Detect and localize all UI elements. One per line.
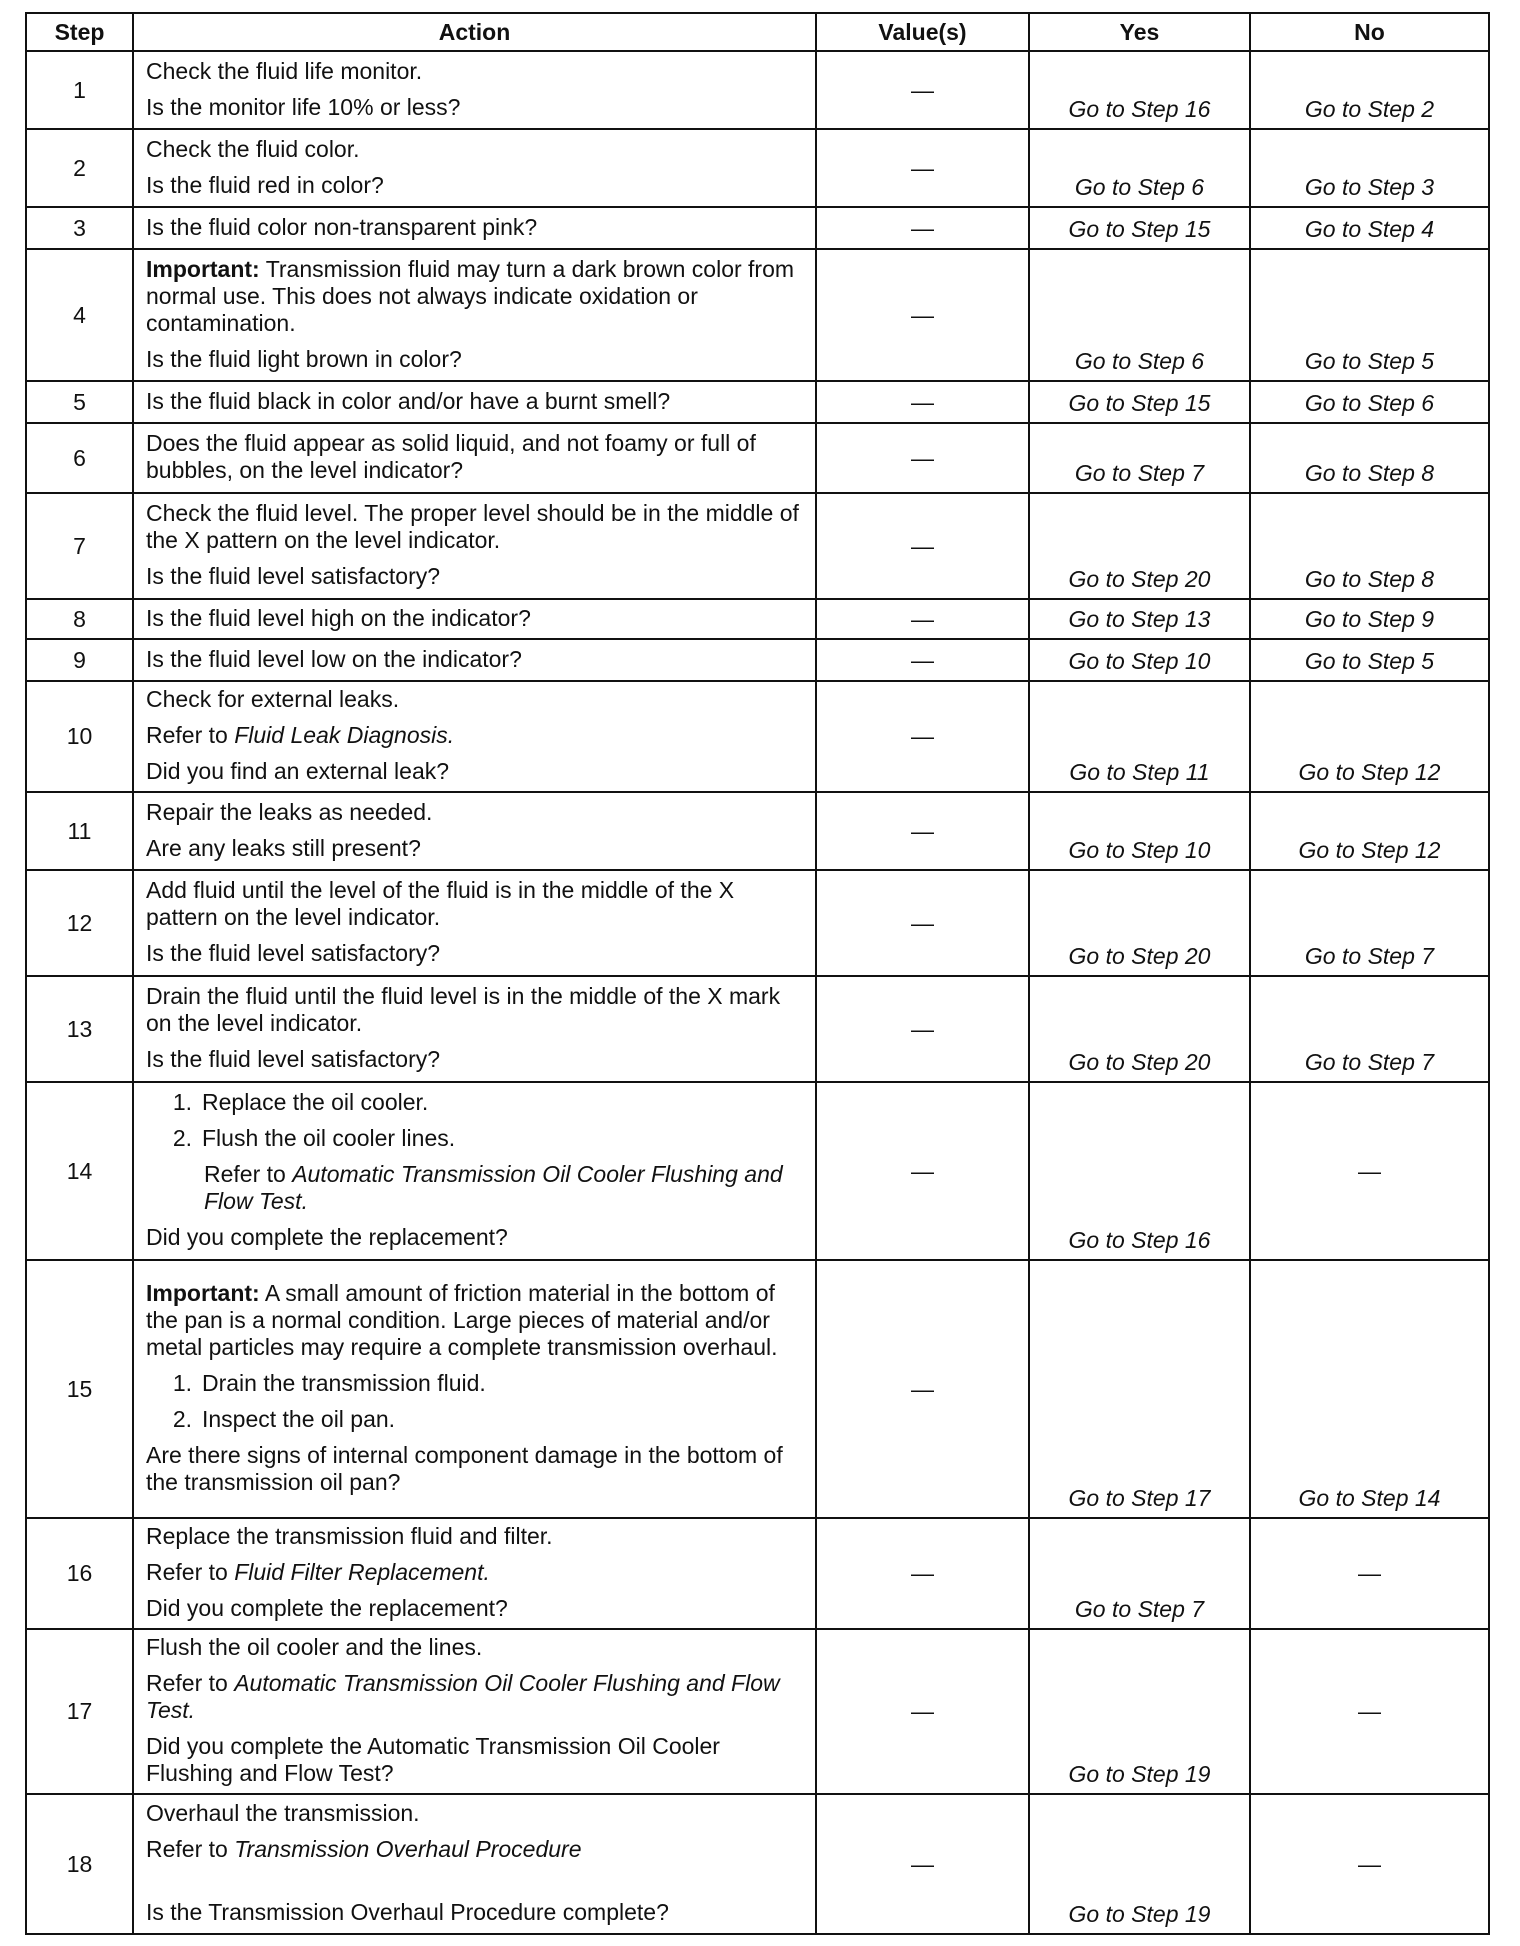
value-cell: — [816, 1629, 1029, 1794]
no-cell: Go to Step 7 [1250, 870, 1489, 976]
step-number: 17 [26, 1629, 133, 1794]
action-text: Check the fluid life monitor. [146, 57, 423, 84]
action-text: Drain the fluid until the fluid level is in the middle of the X mark on the level indicator. [146, 983, 781, 1036]
list-item: 1. Replace the oil cooler. [172, 1089, 429, 1115]
header-row [26, 13, 1489, 51]
action-question: Is the fluid red in color? [146, 171, 384, 198]
yes-cell: Go to Step 16 [1029, 51, 1250, 129]
refer-link: Fluid Leak Diagnosis. [234, 722, 455, 748]
action-cell [133, 681, 816, 792]
no-cell: Go to Step 3 [1250, 129, 1489, 207]
no-cell: — [1250, 1518, 1489, 1629]
value-cell: — [816, 51, 1029, 129]
step-number: 10 [26, 681, 133, 792]
action-cell [133, 249, 816, 381]
action-cell [133, 1794, 816, 1934]
action-question: Is the fluid level high on the indicator? [146, 604, 531, 631]
action-text: Replace the transmission fluid and filter. [146, 1523, 553, 1549]
step-number: 2 [26, 129, 133, 207]
step-number: 14 [26, 1082, 133, 1260]
header-values: Value(s) [816, 13, 1029, 51]
action-cell [133, 1629, 816, 1794]
no-cell: Go to Step 12 [1250, 681, 1489, 792]
no-cell: — [1250, 1794, 1489, 1934]
no-cell: Go to Step 6 [1250, 381, 1489, 423]
yes-cell: Go to Step 7 [1029, 1518, 1250, 1629]
yes-cell: Go to Step 7 [1029, 423, 1250, 493]
action-cell [133, 792, 816, 870]
action-cell [133, 51, 816, 129]
table-row [26, 976, 1489, 1082]
refer-link: Transmission Overhaul Procedure [234, 1836, 582, 1862]
step-number: 7 [26, 493, 133, 599]
important-text: A small amount of friction material in the bottom of the pan is a normal condition. Large pieces of material and/or metal particles may require a complete transmission overhaul. [146, 1280, 778, 1360]
value-cell: — [816, 1794, 1029, 1934]
action-question: Is the fluid level satisfactory? [146, 563, 441, 589]
yes-cell: Go to Step 6 [1029, 129, 1250, 207]
table-row [26, 1260, 1489, 1518]
step-number: 12 [26, 870, 133, 976]
action-cell [133, 423, 816, 493]
table-row [26, 681, 1489, 792]
table-row [26, 1518, 1489, 1629]
action-cell [133, 1082, 816, 1260]
yes-cell: Go to Step 15 [1029, 207, 1250, 249]
step-number: 13 [26, 976, 133, 1082]
table-row [26, 639, 1489, 681]
step-number: 1 [26, 51, 133, 129]
no-cell: — [1250, 1629, 1489, 1794]
refer-label: Refer to [146, 1670, 228, 1696]
table-row [26, 493, 1489, 599]
no-cell: Go to Step 5 [1250, 639, 1489, 681]
action-question: Is the fluid light brown in color? [146, 345, 462, 372]
refer-link: Fluid Filter Replacement. [234, 1559, 490, 1585]
value-cell: — [816, 639, 1029, 681]
no-cell: Go to Step 4 [1250, 207, 1489, 249]
header-no: No [1250, 13, 1489, 51]
table-row [26, 423, 1489, 493]
table-row [26, 599, 1489, 639]
diagnostic-table [25, 12, 1490, 1935]
action-question: Is the fluid level low on the indicator? [146, 645, 522, 672]
step-number: 9 [26, 639, 133, 681]
action-cell [133, 1260, 816, 1518]
action-question: Are there signs of internal component damage in the bottom of the transmission oil pan? [146, 1442, 783, 1495]
action-cell [133, 870, 816, 976]
action-question: Is the fluid color non-transparent pink? [146, 213, 538, 240]
value-cell: — [816, 249, 1029, 381]
refer-label: Refer to [146, 722, 228, 748]
yes-cell: Go to Step 11 [1029, 681, 1250, 792]
table-row [26, 1794, 1489, 1934]
table-row [26, 792, 1489, 870]
refer-label: Refer to [146, 1836, 228, 1862]
step-number: 15 [26, 1260, 133, 1518]
yes-cell: Go to Step 13 [1029, 599, 1250, 639]
important-label: Important: [146, 1280, 260, 1306]
yes-cell: Go to Step 15 [1029, 381, 1250, 423]
refer-label: Refer to [204, 1161, 286, 1187]
action-cell [133, 976, 816, 1082]
step-number: 3 [26, 207, 133, 249]
step-number: 11 [26, 792, 133, 870]
action-question: Are any leaks still present? [146, 834, 421, 861]
action-question: Did you complete the replacement? [146, 1224, 508, 1250]
step-number: 18 [26, 1794, 133, 1934]
no-cell: Go to Step 2 [1250, 51, 1489, 129]
value-cell: — [816, 423, 1029, 493]
action-cell [133, 381, 816, 423]
header-action: Action [133, 13, 816, 51]
no-cell: Go to Step 14 [1250, 1260, 1489, 1518]
value-cell: — [816, 681, 1029, 792]
refer-label: Refer to [146, 1559, 228, 1585]
table-row [26, 1629, 1489, 1794]
table-row [26, 51, 1489, 129]
refer-link: Automatic Transmission Oil Cooler Flushing and Flow Test. [146, 1670, 780, 1723]
table-row [26, 129, 1489, 207]
action-cell [133, 1518, 816, 1629]
action-cell [133, 639, 816, 681]
value-cell: — [816, 1518, 1029, 1629]
yes-cell: Go to Step 19 [1029, 1629, 1250, 1794]
yes-cell: Go to Step 20 [1029, 976, 1250, 1082]
step-number: 8 [26, 599, 133, 639]
no-cell: — [1250, 1082, 1489, 1260]
action-text: Check for external leaks. [146, 686, 400, 712]
value-cell: — [816, 493, 1029, 599]
value-cell: — [816, 381, 1029, 423]
action-question: Does the fluid appear as solid liquid, and not foamy or full of bubbles, on the level indicator? [146, 430, 756, 483]
no-cell: Go to Step 8 [1250, 423, 1489, 493]
action-text: Flush the oil cooler and the lines. [146, 1634, 483, 1660]
value-cell: — [816, 599, 1029, 639]
action-text: Check the fluid level. The proper level should be in the middle of the X pattern on the level indicator. [146, 500, 799, 553]
yes-cell: Go to Step 19 [1029, 1794, 1250, 1934]
yes-cell: Go to Step 10 [1029, 639, 1250, 681]
action-question: Did you complete the Automatic Transmission Oil Cooler Flushing and Flow Test? [146, 1733, 720, 1786]
list-item: 1. Drain the transmission fluid. [172, 1370, 486, 1396]
action-question: Is the fluid level satisfactory? [146, 940, 441, 966]
step-number: 5 [26, 381, 133, 423]
yes-cell: Go to Step 16 [1029, 1082, 1250, 1260]
table-row [26, 870, 1489, 976]
action-text: Repair the leaks as needed. [146, 798, 433, 825]
value-cell: — [816, 1082, 1029, 1260]
value-cell: — [816, 792, 1029, 870]
action-question: Is the Transmission Overhaul Procedure complete? [146, 1899, 669, 1925]
value-cell: — [816, 1260, 1029, 1518]
table-row [26, 381, 1489, 423]
important-label: Important: [146, 255, 260, 282]
no-cell: Go to Step 7 [1250, 976, 1489, 1082]
value-cell: — [816, 976, 1029, 1082]
action-text: Check the fluid color. [146, 135, 360, 162]
yes-cell: Go to Step 10 [1029, 792, 1250, 870]
table-row [26, 207, 1489, 249]
action-text: Overhaul the transmission. [146, 1800, 420, 1826]
list-item: 2. Flush the oil cooler lines. [172, 1125, 456, 1151]
value-cell: — [816, 129, 1029, 207]
refer-link: Automatic Transmission Oil Cooler Flushing and Flow Test. [204, 1161, 783, 1214]
table-row [26, 1082, 1489, 1260]
action-question: Is the fluid black in color and/or have a burnt smell? [146, 387, 671, 414]
value-cell: — [816, 870, 1029, 976]
action-question: Is the fluid level satisfactory? [146, 1046, 441, 1072]
action-question: Did you find an external leak? [146, 758, 450, 784]
step-number: 16 [26, 1518, 133, 1629]
action-cell [133, 129, 816, 207]
header-yes: Yes [1029, 13, 1250, 51]
yes-cell: Go to Step 6 [1029, 249, 1250, 381]
yes-cell: Go to Step 17 [1029, 1260, 1250, 1518]
list-item: 2. Inspect the oil pan. [172, 1406, 396, 1432]
yes-cell: Go to Step 20 [1029, 870, 1250, 976]
header-step: Step [26, 13, 133, 51]
action-text: Add fluid until the level of the fluid is in the middle of the X pattern on the level indicator. [146, 877, 735, 930]
yes-cell: Go to Step 20 [1029, 493, 1250, 599]
no-cell: Go to Step 8 [1250, 493, 1489, 599]
action-cell [133, 599, 816, 639]
action-cell [133, 207, 816, 249]
no-cell: Go to Step 9 [1250, 599, 1489, 639]
table-row [26, 249, 1489, 381]
no-cell: Go to Step 12 [1250, 792, 1489, 870]
action-question: Did you complete the replacement? [146, 1595, 508, 1621]
action-question: Is the monitor life 10% or less? [146, 93, 461, 120]
value-cell: — [816, 207, 1029, 249]
no-cell: Go to Step 5 [1250, 249, 1489, 381]
action-cell [133, 493, 816, 599]
step-number: 4 [26, 249, 133, 381]
important-text: Transmission fluid may turn a dark brown color from normal use. This does not always indicate oxidation or contamination. [146, 255, 795, 336]
step-number: 6 [26, 423, 133, 493]
